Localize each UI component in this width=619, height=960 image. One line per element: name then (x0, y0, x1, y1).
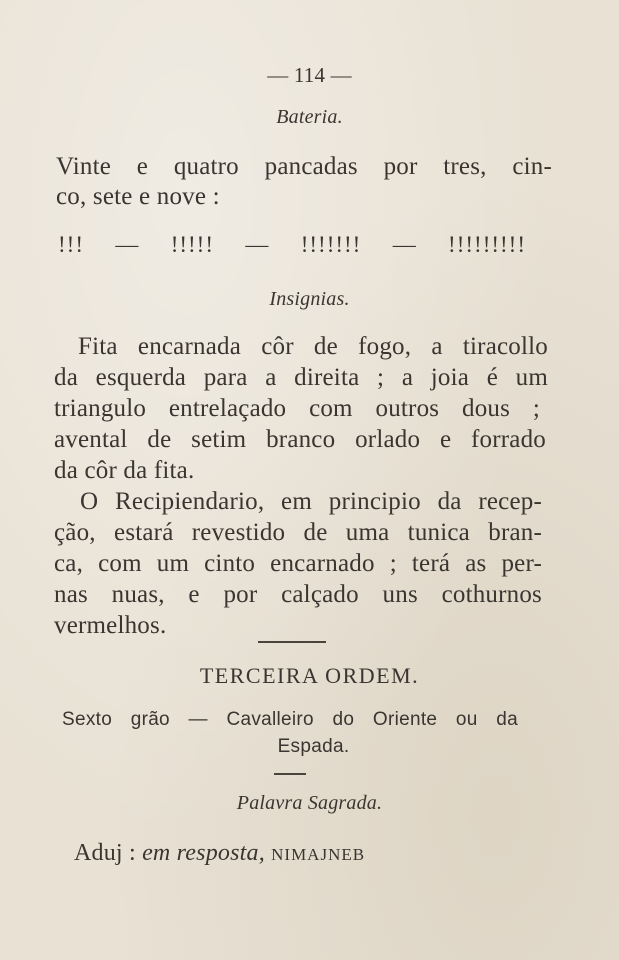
divider-rule-short (274, 773, 306, 775)
text-line: ca, com um cinto encarnado ; terá as per- (54, 550, 542, 577)
aduj-italic: em resposta, (142, 840, 265, 866)
aduj-line (74, 838, 365, 870)
text-line: O Recipiendario, em principio da recep- (80, 488, 542, 515)
grade-line: Sexto grão — Cavalleiro do Oriente ou da (62, 709, 518, 730)
knock-sequence: !!! — !!!!! — !!!!!!! — !!!!!!!!! (58, 232, 526, 257)
heading-terceira-ordem: TERCEIRA ORDEM. (199, 663, 420, 688)
text-line: avental de setim branco orlado e forrado (54, 426, 546, 453)
text-line: Fita encarnada côr de fogo, a tiracollo (78, 333, 548, 360)
page-number: — 114 — (267, 63, 352, 87)
text-line: vermelhos. (54, 612, 167, 639)
aduj-label: Aduj : (74, 840, 136, 866)
aduj-word: NIMAJNEB (271, 845, 366, 864)
grade-line: Espada. (277, 736, 350, 757)
text-line: da côr da fita. (54, 457, 195, 484)
heading-insignias: Insignias. (269, 288, 350, 310)
text-line: co, sete e nove : (56, 183, 220, 210)
text-line: triangulo entrelaçado com outros dous ; (54, 395, 540, 422)
divider-rule (258, 641, 326, 643)
heading-bateria: Bateria. (276, 106, 343, 128)
heading-palavra-sagrada: Palavra Sagrada. (236, 792, 383, 814)
text-line: Vinte e quatro pancadas por tres, cin- (56, 153, 552, 180)
text-line: nas nuas, e por calçado uns cothurnos (54, 581, 542, 608)
text-line: ção, estará revestido de uma tunica bran- (54, 519, 542, 546)
text-line: da esquerda para a direita ; a joia é um (54, 364, 548, 391)
